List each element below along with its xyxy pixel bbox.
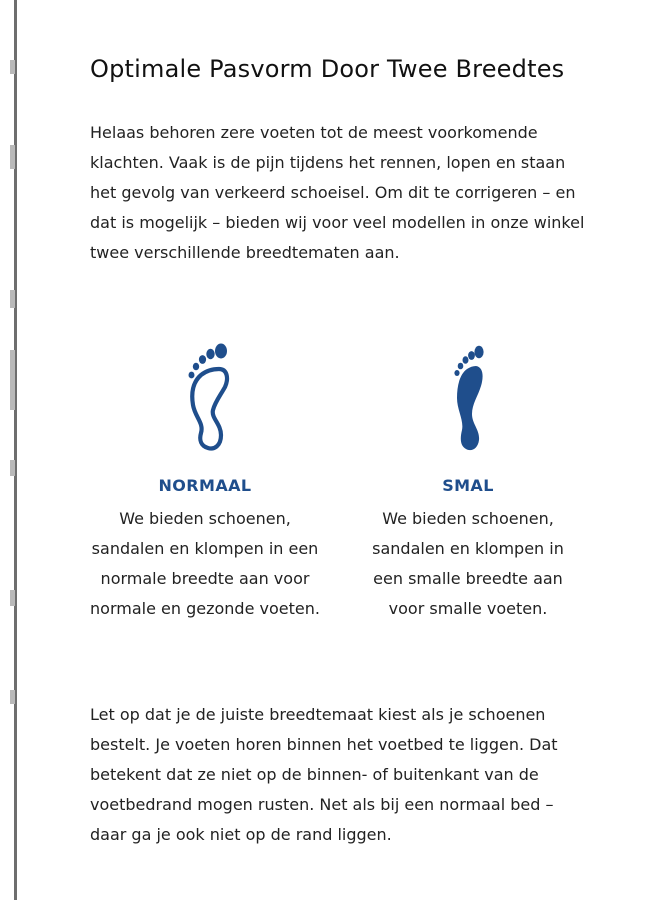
page-title: Optimale Pasvorm Door Twee Breedtes	[90, 55, 565, 83]
width-label: SMAL	[442, 476, 494, 495]
narrow-foot-filled-icon	[438, 338, 498, 458]
edge-divider	[14, 0, 17, 900]
intro-paragraph: Helaas behoren zere voeten tot de meest voorkomende klachten. Vaak is de pijn tijdens het rennen, lopen en staan het gevolg van verkeerd schoeisel. Om dit te corrigeren – en dat is mogelijk – bieden wij voor veel modellen in onze winkel twee verschillende breedtematen aan.	[90, 123, 585, 262]
article	[90, 50, 590, 268]
width-label: NORMAAL	[158, 476, 252, 495]
edge-mark	[10, 460, 15, 476]
width-options	[90, 338, 570, 668]
width-description: We bieden schoenen, sandalen en klompen in een smalle breedte aan voor smalle voeten.	[372, 509, 564, 618]
edge-mark	[10, 690, 15, 704]
edge-mark	[10, 350, 15, 410]
edge-mark	[10, 590, 15, 606]
window-left-edge	[0, 0, 17, 900]
closing-paragraph: Let op dat je de juiste breedtemaat kiest als je schoenen bestelt. Je voeten horen binnen het voetbed te liggen. Dat betekent dat ze niet op de binnen- of buitenkant van de voetbedrand mogen rusten. Net als bij een normaal bed – daar ga je ook niet op de rand liggen.	[90, 705, 558, 844]
width-option-smal	[358, 338, 578, 624]
width-option-normaal	[90, 338, 320, 624]
edge-mark	[10, 290, 15, 308]
edge-mark	[10, 60, 15, 74]
width-description: We bieden schoenen, sandalen en klompen in een normale breedte aan voor normale en gezonde voeten.	[90, 509, 320, 618]
edge-mark	[10, 145, 15, 169]
normal-foot-outline-icon	[175, 338, 235, 458]
